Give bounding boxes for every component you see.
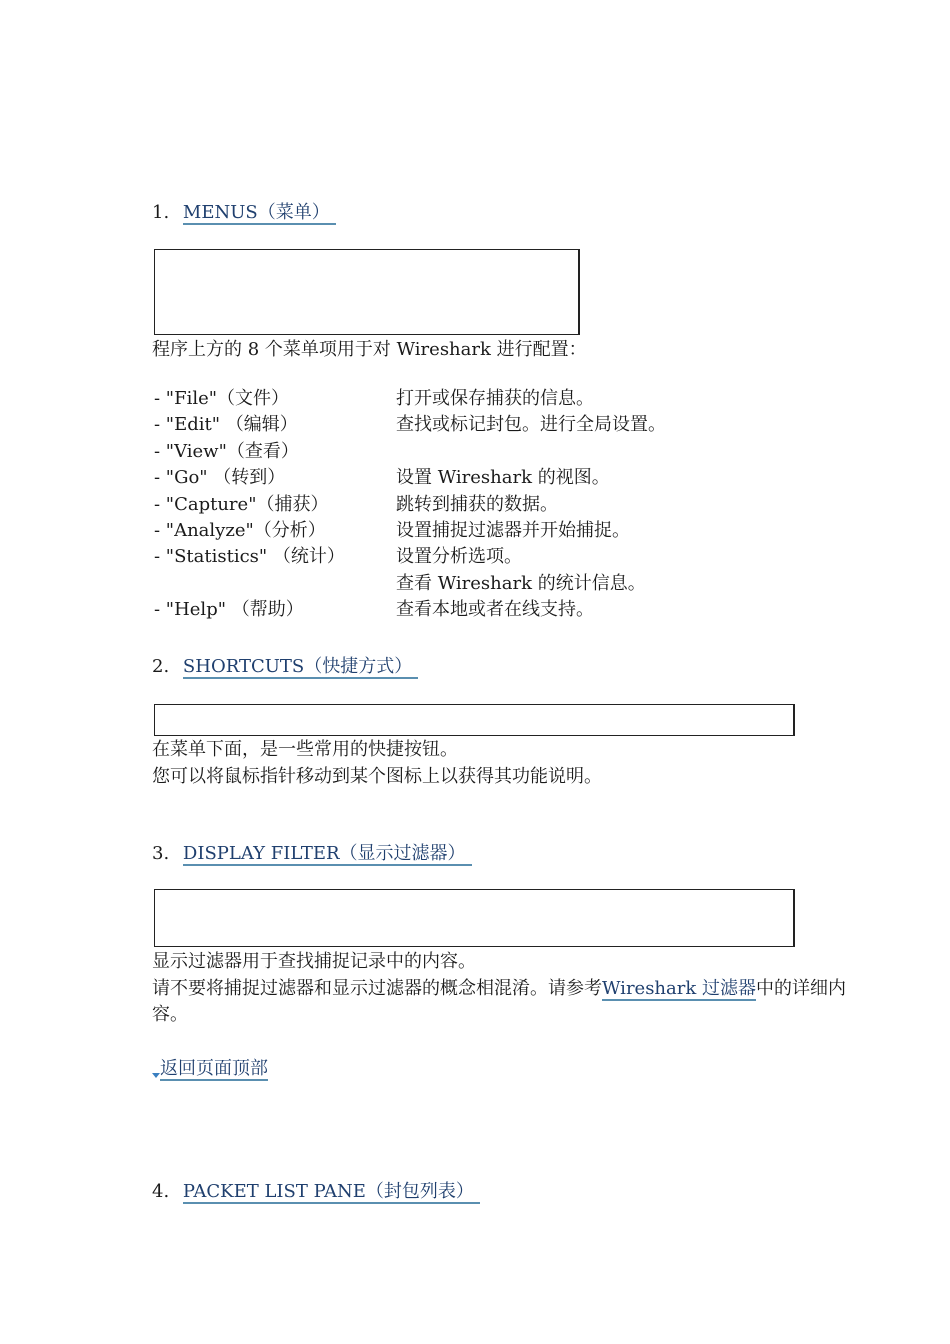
- menu-desc: 查看 Wireshark 的统计信息。: [396, 573, 646, 594]
- shortcuts-text-line: 您可以将鼠标指针移动到某个图标上以获得其功能说明。: [152, 766, 602, 787]
- filter-text-line: [152, 977, 846, 1001]
- menu-item-capture: - "Capture"（捕获）: [154, 494, 329, 515]
- menu-item-analyze: - "Analyze"（分析）: [154, 520, 326, 541]
- menus-intro: 程序上方的 8 个菜单项用于对 Wireshark 进行配置：: [152, 339, 587, 360]
- menu-desc: 设置分析选项。: [396, 546, 522, 567]
- menu-item-go: - "Go" （转到）: [154, 467, 286, 488]
- display-filter-image-placeholder: [154, 889, 795, 947]
- shortcuts-heading-link[interactable]: SHORTCUTS（快捷方式）: [183, 656, 418, 679]
- back-to-top[interactable]: [152, 1057, 268, 1081]
- section-number: 1.: [152, 202, 170, 223]
- wireshark-filter-link[interactable]: Wireshark 过滤器: [602, 978, 756, 999]
- section-number: 3.: [152, 843, 170, 864]
- packet-list-heading-link[interactable]: PACKET LIST PANE（封包列表）: [183, 1181, 480, 1204]
- section-heading-packet-list: [152, 1180, 480, 1204]
- section-number: 4.: [152, 1181, 170, 1202]
- menu-item-edit: - "Edit" （编辑）: [154, 414, 298, 435]
- menu-item-help: - "Help" （帮助）: [154, 599, 304, 620]
- display-filter-heading-link[interactable]: DISPLAY FILTER（显示过滤器）: [183, 843, 472, 866]
- menu-desc: 设置捕捉过滤器并开始捕捉。: [396, 520, 630, 541]
- filter-text-pre: 请不要将捕捉过滤器和显示过滤器的概念相混淆。请参考: [152, 978, 602, 999]
- filter-text-line: 容。: [152, 1004, 188, 1025]
- filter-text-post: 中的详细内: [756, 978, 846, 999]
- section-heading-shortcuts: [152, 655, 418, 679]
- menu-item-file: - "File"（文件）: [154, 388, 290, 409]
- shortcuts-text-line: 在菜单下面，是一些常用的快捷按钮。: [152, 739, 458, 760]
- menu-desc: 跳转到捕获的数据。: [396, 494, 558, 515]
- menu-desc: 查看本地或者在线支持。: [396, 599, 594, 620]
- menu-desc: 查找或标记封包。进行全局设置。: [396, 414, 666, 435]
- menus-heading-link[interactable]: MENUS（菜单）: [183, 202, 336, 225]
- menu-item-view: - "View"（查看）: [154, 441, 299, 462]
- shortcuts-image-placeholder: [154, 704, 795, 736]
- menus-image-placeholder: [154, 249, 580, 335]
- section-heading-display-filter: [152, 842, 472, 866]
- filter-text-line: 显示过滤器用于查找捕捉记录中的内容。: [152, 951, 476, 972]
- back-to-top-link[interactable]: 返回页面顶部: [160, 1058, 268, 1079]
- section-number: 2.: [152, 656, 170, 677]
- menu-item-statistics: - "Statistics" （统计）: [154, 546, 345, 567]
- menu-desc: 打开或保存捕获的信息。: [396, 388, 594, 409]
- arrow-down-icon: [152, 1073, 160, 1078]
- menu-desc: 设置 Wireshark 的视图。: [396, 467, 610, 488]
- section-heading-menus: [152, 201, 336, 225]
